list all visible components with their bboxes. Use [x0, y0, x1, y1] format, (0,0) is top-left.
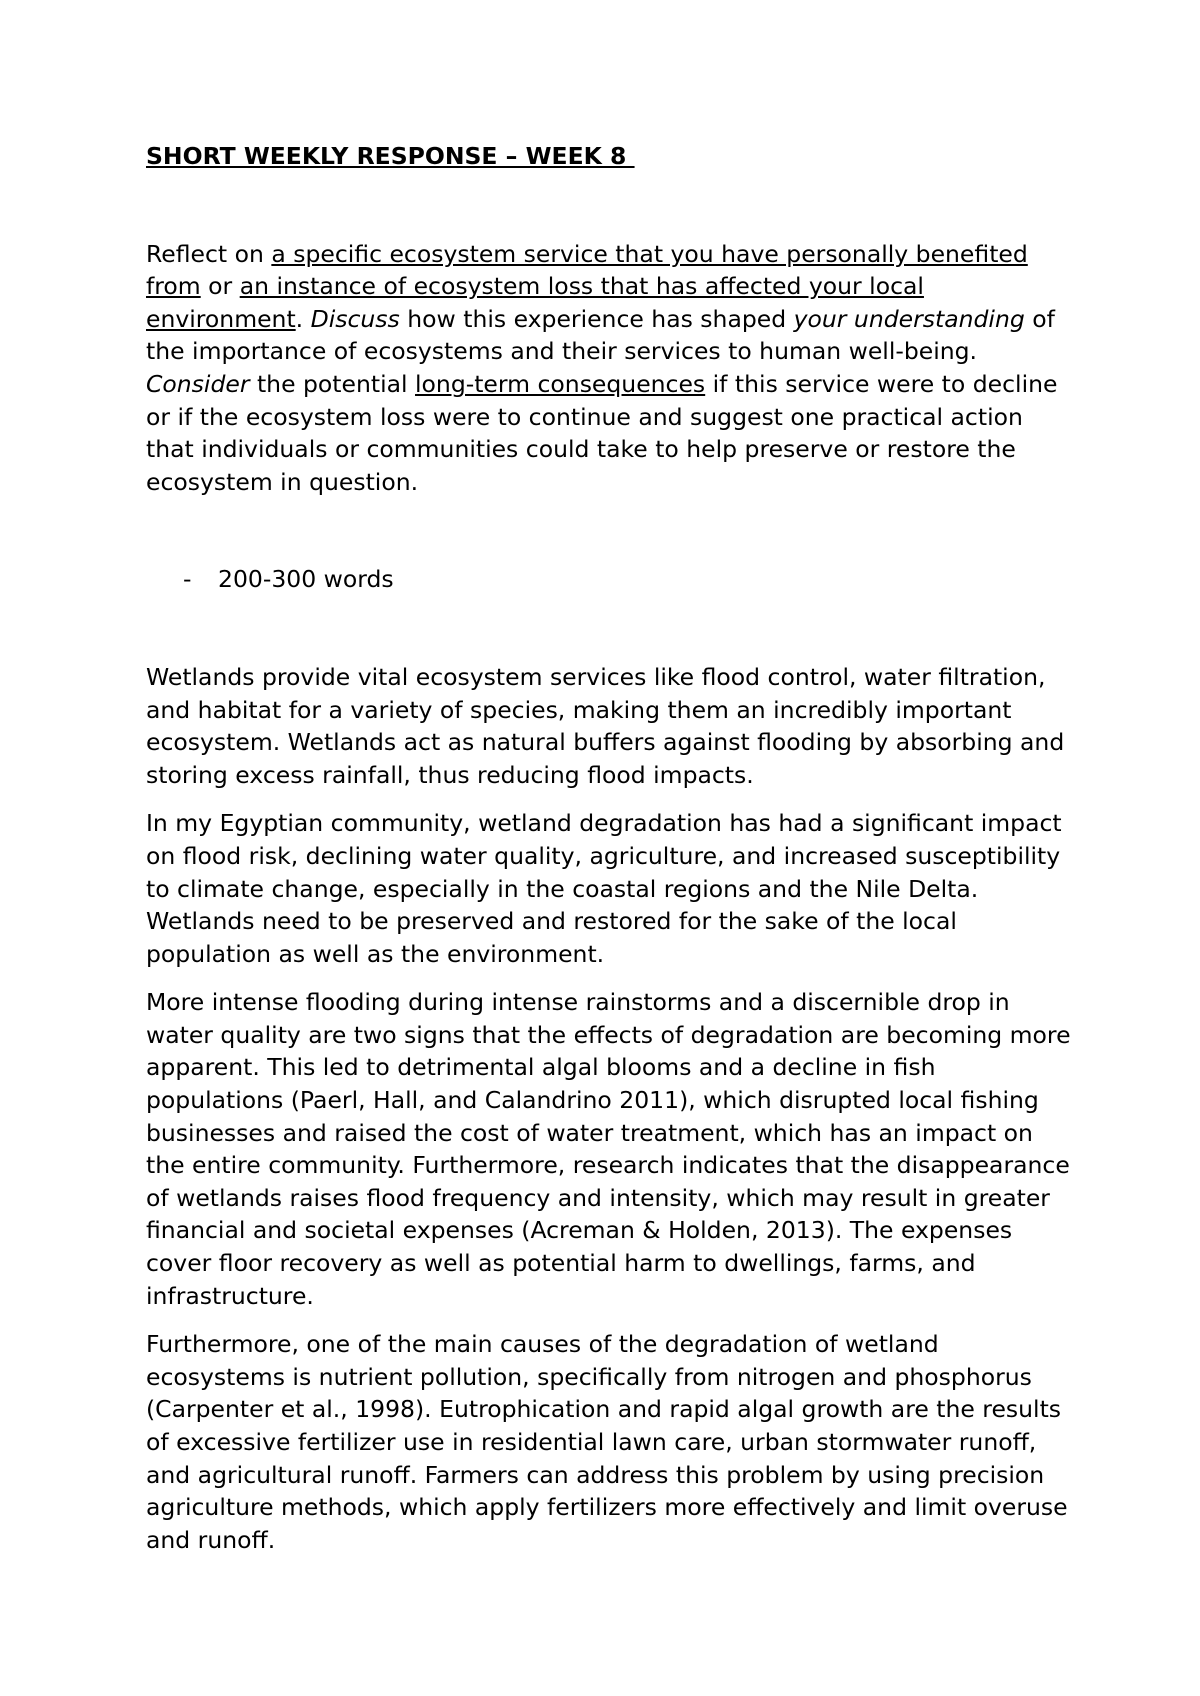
prompt-underlined-text: an instance of ecosystem loss that has affected your local environment [146, 272, 924, 333]
prompt-underlined-text: long-term consequences [415, 369, 706, 398]
prompt-italic-text: Discuss [310, 304, 400, 333]
prompt-underlined-text: a specific ecosystem service that you have personally benefited from [146, 239, 1028, 301]
requirement-text: 200-300 words [218, 565, 394, 594]
prompt-text: . [295, 304, 311, 333]
response-paragraph: In my Egyptian community, wetland degradation has had a significant impact on flood risk, declining water quality, agriculture, and increased susceptibility to climate change, especially in the coastal regions and the Nile Delta. Wetlands need to be preserved and restored for the sake of the local population as well as the environment. [146, 809, 1062, 968]
document-title: SHORT WEEKLY RESPONSE – WEEK 8 [146, 142, 635, 170]
assignment-prompt [146, 238, 1076, 499]
prompt-text: of the importance of ecosystems and their services to human well-being. [146, 304, 1055, 366]
prompt-text: Reflect on [146, 239, 272, 268]
prompt-italic-text: your understanding [793, 304, 1025, 333]
document-page [146, 140, 1076, 1556]
prompt-italic-text: Consider [146, 369, 250, 398]
response-paragraph: Furthermore, one of the main causes of the degradation of wetland ecosystems is nutrient pollution, specifically from nitrogen and phosphorus (Carpenter et al., 1998). Eutrophication and rapid algal growth are the results of excessive fertilizer use in residential lawn care, urban stormwater runoff, and agricultural runoff. Farmers can address this problem by using precision agriculture methods, which apply fertilizers more effectively and limit overuse and runoff. [146, 1330, 1068, 1554]
bullet-dash: - [183, 565, 192, 594]
word-count-requirement [146, 563, 1076, 596]
prompt-text: the potential [249, 369, 416, 398]
prompt-text: how this experience has shaped [399, 304, 794, 333]
prompt-text: or [200, 272, 240, 301]
response-paragraph: Wetlands provide vital ecosystem services like flood control, water filtration, and habitat for a variety of species, making them an incredibly important ecosystem. Wetlands act as natural buffers against flooding by absorbing and storing excess rainfall, thus reducing flood impacts. [146, 662, 1065, 789]
prompt-text: if this service were to decline or if the ecosystem loss were to continue and suggest one practical action that individuals or communities could take to help preserve or restore the ecosystem in question. [146, 369, 1058, 496]
response-paragraph: More intense flooding during intense rainstorms and a discernible drop in water quality are two signs that the effects of degradation are becoming more apparent. This led to detrimental algal blooms and a decline in fish populations (Paerl, Hall, and Calandrino 2011), which disrupted local fishing businesses and raised the cost of water treatment, which has an impact on the entire community. Furthermore, research indicates that the disappearance of wetlands raises flood frequency and intensity, which may result in greater financial and societal expenses (Acreman & Holden, 2013). The expenses cover floor recovery as well as potential harm to dwellings, farms, and infrastructure. [146, 988, 1071, 1310]
